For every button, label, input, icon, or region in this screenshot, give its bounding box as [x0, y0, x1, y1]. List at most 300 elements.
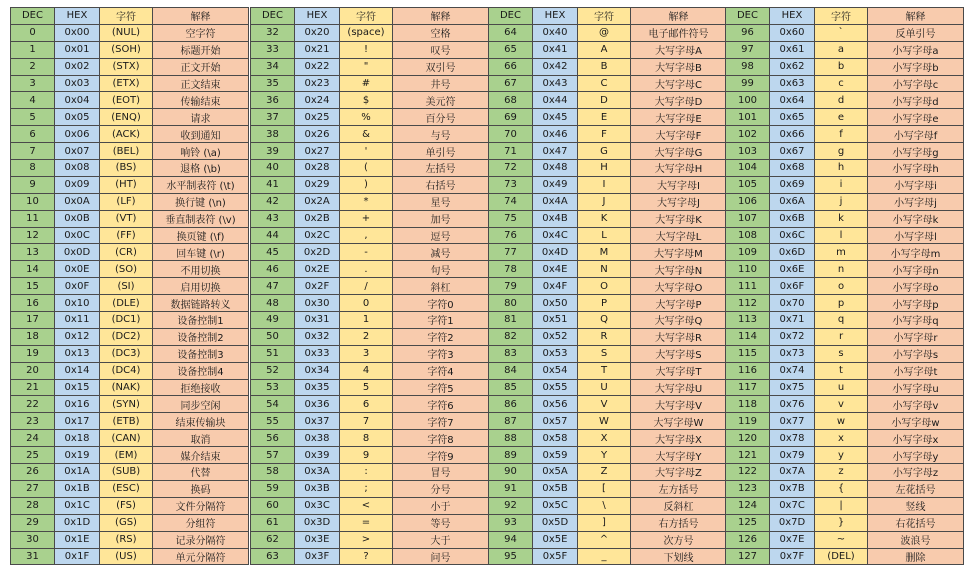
char-cell: p — [815, 295, 868, 312]
table-row — [251, 92, 489, 109]
desc-cell: 小写字母h — [868, 160, 964, 177]
hex-cell: 0x3A — [295, 464, 340, 481]
table-row — [11, 447, 249, 464]
char-cell: 8 — [340, 430, 393, 447]
table-row — [11, 497, 249, 514]
char-cell: @ — [578, 24, 631, 41]
dec-cell: 59 — [251, 480, 295, 497]
desc-cell: 逗号 — [393, 227, 489, 244]
hex-cell: 0x1B — [55, 480, 100, 497]
desc-cell: 大写字母H — [631, 160, 727, 177]
table-row — [251, 261, 489, 278]
hex-cell: 0x58 — [533, 430, 578, 447]
char-cell: W — [578, 413, 631, 430]
dec-cell: 80 — [489, 295, 533, 312]
char-cell: L — [578, 227, 631, 244]
header-char: 字符 — [100, 8, 153, 25]
table-row — [251, 193, 489, 210]
dec-cell: 115 — [726, 345, 770, 362]
char-cell: . — [340, 261, 393, 278]
dec-cell: 51 — [251, 345, 295, 362]
table-row — [11, 58, 249, 75]
dec-cell: 40 — [251, 160, 295, 177]
table-row — [489, 193, 727, 210]
dec-cell: 3 — [11, 75, 55, 92]
hex-cell: 0x2C — [295, 227, 340, 244]
dec-cell: 94 — [489, 531, 533, 548]
desc-cell: 小写字母f — [868, 126, 964, 143]
dec-cell: 123 — [726, 480, 770, 497]
char-cell: f — [815, 126, 868, 143]
char-cell: (SI) — [100, 278, 153, 295]
hex-cell: 0x5D — [533, 514, 578, 531]
hex-cell: 0x75 — [770, 379, 815, 396]
table-row — [489, 24, 727, 41]
table-row — [489, 295, 727, 312]
char-cell: T — [578, 362, 631, 379]
table-row — [726, 193, 964, 210]
desc-cell: 减号 — [393, 244, 489, 261]
hex-cell: 0x69 — [770, 176, 815, 193]
char-cell: (ETX) — [100, 75, 153, 92]
char-cell: s — [815, 345, 868, 362]
header-char: 字符 — [578, 8, 631, 25]
char-cell: (GS) — [100, 514, 153, 531]
hex-cell: 0x1F — [55, 548, 100, 565]
desc-cell: 与号 — [393, 126, 489, 143]
dec-cell: 124 — [726, 497, 770, 514]
desc-cell: 大写字母Y — [631, 447, 727, 464]
hex-cell: 0x40 — [533, 24, 578, 41]
hex-cell: 0x62 — [770, 58, 815, 75]
desc-cell: 水平制表符 (\t) — [153, 176, 249, 193]
header-hex: HEX — [55, 8, 100, 25]
char-cell: j — [815, 193, 868, 210]
hex-cell: 0x4E — [533, 261, 578, 278]
hex-cell: 0x0F — [55, 278, 100, 295]
desc-cell: 字符5 — [393, 379, 489, 396]
char-cell: ? — [340, 548, 393, 565]
char-cell: h — [815, 160, 868, 177]
desc-cell: 大写字母S — [631, 345, 727, 362]
table-row — [11, 160, 249, 177]
dec-cell: 104 — [726, 160, 770, 177]
desc-cell: 小写字母m — [868, 244, 964, 261]
table-row — [726, 244, 964, 261]
desc-cell: 小写字母p — [868, 295, 964, 312]
desc-cell: 设备控制1 — [153, 312, 249, 329]
char-cell: E — [578, 109, 631, 126]
desc-cell: 字符7 — [393, 413, 489, 430]
table-row — [489, 362, 727, 379]
table-row — [726, 176, 964, 193]
dec-cell: 39 — [251, 143, 295, 160]
hex-cell: 0x6C — [770, 227, 815, 244]
hex-cell: 0x2E — [295, 261, 340, 278]
desc-cell: 正文开始 — [153, 58, 249, 75]
desc-cell: 美元符 — [393, 92, 489, 109]
header-desc: 解释 — [631, 8, 727, 25]
dec-cell: 116 — [726, 362, 770, 379]
header-char: 字符 — [815, 8, 868, 25]
dec-cell: 29 — [11, 514, 55, 531]
dec-cell: 111 — [726, 278, 770, 295]
header-desc: 解释 — [393, 8, 489, 25]
table-row — [11, 278, 249, 295]
hex-cell: 0x3C — [295, 497, 340, 514]
desc-cell: 大写字母O — [631, 278, 727, 295]
desc-cell: 小写字母t — [868, 362, 964, 379]
hex-cell: 0x14 — [55, 362, 100, 379]
desc-cell: 拒绝接收 — [153, 379, 249, 396]
hex-cell: 0x6B — [770, 210, 815, 227]
header-row — [11, 8, 249, 25]
desc-cell: 大写字母N — [631, 261, 727, 278]
dec-cell: 49 — [251, 312, 295, 329]
table-row — [11, 143, 249, 160]
char-cell: i — [815, 176, 868, 193]
hex-cell: 0x1E — [55, 531, 100, 548]
header-row — [489, 8, 727, 25]
desc-cell: 反单引号 — [868, 24, 964, 41]
dec-cell: 117 — [726, 379, 770, 396]
hex-cell: 0x32 — [295, 328, 340, 345]
dec-cell: 96 — [726, 24, 770, 41]
dec-cell: 98 — [726, 58, 770, 75]
char-cell: | — [815, 497, 868, 514]
table-row — [726, 548, 964, 565]
char-cell: y — [815, 447, 868, 464]
hex-cell: 0x70 — [770, 295, 815, 312]
char-cell: P — [578, 295, 631, 312]
char-cell: } — [815, 514, 868, 531]
hex-cell: 0x6F — [770, 278, 815, 295]
table-row — [726, 497, 964, 514]
dec-cell: 26 — [11, 464, 55, 481]
hex-cell: 0x00 — [55, 24, 100, 41]
table-row — [489, 514, 727, 531]
hex-cell: 0x09 — [55, 176, 100, 193]
desc-cell: 记录分隔符 — [153, 531, 249, 548]
char-cell: ^ — [578, 531, 631, 548]
header-dec: DEC — [489, 8, 533, 25]
char-cell: % — [340, 109, 393, 126]
char-cell: d — [815, 92, 868, 109]
dec-cell: 20 — [11, 362, 55, 379]
table-row — [489, 447, 727, 464]
dec-cell: 31 — [11, 548, 55, 565]
dec-cell: 33 — [251, 41, 295, 58]
table-row — [489, 379, 727, 396]
char-cell: 7 — [340, 413, 393, 430]
table-row — [11, 548, 249, 565]
hex-cell: 0x79 — [770, 447, 815, 464]
desc-cell: 响铃 (\a) — [153, 143, 249, 160]
table-row — [726, 261, 964, 278]
desc-cell: 右方括号 — [631, 514, 727, 531]
dec-cell: 93 — [489, 514, 533, 531]
table-row — [489, 176, 727, 193]
char-cell: (NAK) — [100, 379, 153, 396]
desc-cell: 大于 — [393, 531, 489, 548]
dec-cell: 106 — [726, 193, 770, 210]
table-row — [726, 109, 964, 126]
dec-cell: 101 — [726, 109, 770, 126]
dec-cell: 0 — [11, 24, 55, 41]
table-row — [251, 362, 489, 379]
header-row — [726, 8, 964, 25]
table-row — [11, 295, 249, 312]
char-cell: & — [340, 126, 393, 143]
header-hex: HEX — [533, 8, 578, 25]
desc-cell: 字符8 — [393, 430, 489, 447]
header-hex: HEX — [770, 8, 815, 25]
dec-cell: 125 — [726, 514, 770, 531]
table-row — [489, 413, 727, 430]
hex-cell: 0x03 — [55, 75, 100, 92]
dec-cell: 2 — [11, 58, 55, 75]
char-cell: 2 — [340, 328, 393, 345]
dec-cell: 89 — [489, 447, 533, 464]
hex-cell: 0x5C — [533, 497, 578, 514]
table-row — [489, 497, 727, 514]
dec-cell: 68 — [489, 92, 533, 109]
table-row — [251, 379, 489, 396]
dec-cell: 121 — [726, 447, 770, 464]
dec-cell: 102 — [726, 126, 770, 143]
table-row — [11, 244, 249, 261]
hex-cell: 0x6D — [770, 244, 815, 261]
table-row — [11, 464, 249, 481]
desc-cell: 反斜杠 — [631, 497, 727, 514]
desc-cell: 换页键 (\f) — [153, 227, 249, 244]
hex-cell: 0x39 — [295, 447, 340, 464]
dec-cell: 91 — [489, 480, 533, 497]
desc-cell: 标题开始 — [153, 41, 249, 58]
hex-cell: 0x21 — [295, 41, 340, 58]
table-row — [251, 244, 489, 261]
hex-cell: 0x5B — [533, 480, 578, 497]
hex-cell: 0x3D — [295, 514, 340, 531]
table-row — [489, 278, 727, 295]
char-cell: X — [578, 430, 631, 447]
desc-cell: 双引号 — [393, 58, 489, 75]
dec-cell: 109 — [726, 244, 770, 261]
table-row — [489, 480, 727, 497]
dec-cell: 99 — [726, 75, 770, 92]
char-cell: (NUL) — [100, 24, 153, 41]
table-row — [251, 447, 489, 464]
dec-cell: 110 — [726, 261, 770, 278]
dec-cell: 43 — [251, 210, 295, 227]
char-cell: 6 — [340, 396, 393, 413]
hex-cell: 0x0B — [55, 210, 100, 227]
dec-cell: 62 — [251, 531, 295, 548]
hex-cell: 0x2F — [295, 278, 340, 295]
hex-cell: 0x35 — [295, 379, 340, 396]
desc-cell: 大写字母R — [631, 328, 727, 345]
char-cell: (DC1) — [100, 312, 153, 329]
hex-cell: 0x78 — [770, 430, 815, 447]
desc-cell: 大写字母A — [631, 41, 727, 58]
table-row — [11, 345, 249, 362]
char-cell: c — [815, 75, 868, 92]
dec-cell: 22 — [11, 396, 55, 413]
char-cell: (CR) — [100, 244, 153, 261]
hex-cell: 0x49 — [533, 176, 578, 193]
char-cell: D — [578, 92, 631, 109]
desc-cell: 换行键 (\n) — [153, 193, 249, 210]
hex-cell: 0x13 — [55, 345, 100, 362]
dec-cell: 55 — [251, 413, 295, 430]
table-row — [489, 92, 727, 109]
dec-cell: 95 — [489, 548, 533, 565]
table-row — [726, 447, 964, 464]
hex-cell: 0x1A — [55, 464, 100, 481]
char-cell: Q — [578, 312, 631, 329]
desc-cell: 收到通知 — [153, 126, 249, 143]
dec-cell: 108 — [726, 227, 770, 244]
desc-cell: 百分号 — [393, 109, 489, 126]
desc-cell: 大写字母J — [631, 193, 727, 210]
desc-cell: 垂直制表符 (\v) — [153, 210, 249, 227]
table-row — [489, 312, 727, 329]
hex-cell: 0x42 — [533, 58, 578, 75]
desc-cell: 右括号 — [393, 176, 489, 193]
table-row — [726, 143, 964, 160]
hex-cell: 0x20 — [295, 24, 340, 41]
table-row — [726, 379, 964, 396]
desc-cell: 大写字母D — [631, 92, 727, 109]
desc-cell: 字符9 — [393, 447, 489, 464]
hex-cell: 0x3B — [295, 480, 340, 497]
desc-cell: 小写字母o — [868, 278, 964, 295]
desc-cell: 左方括号 — [631, 480, 727, 497]
table-row — [489, 345, 727, 362]
header-dec: DEC — [726, 8, 770, 25]
table-row — [11, 193, 249, 210]
hex-cell: 0x48 — [533, 160, 578, 177]
char-cell: ) — [340, 176, 393, 193]
table-row — [251, 210, 489, 227]
char-cell: (VT) — [100, 210, 153, 227]
hex-cell: 0x0C — [55, 227, 100, 244]
hex-cell: 0x44 — [533, 92, 578, 109]
dec-cell: 105 — [726, 176, 770, 193]
hex-cell: 0x5F — [533, 548, 578, 565]
char-cell: H — [578, 160, 631, 177]
table-row — [726, 514, 964, 531]
desc-cell: 冒号 — [393, 464, 489, 481]
desc-cell: 大写字母C — [631, 75, 727, 92]
dec-cell: 13 — [11, 244, 55, 261]
hex-cell: 0x01 — [55, 41, 100, 58]
desc-cell: 波浪号 — [868, 531, 964, 548]
hex-cell: 0x55 — [533, 379, 578, 396]
table-row — [251, 312, 489, 329]
table-row — [489, 126, 727, 143]
hex-cell: 0x77 — [770, 413, 815, 430]
table-row — [251, 109, 489, 126]
hex-cell: 0x4B — [533, 210, 578, 227]
hex-cell: 0x5A — [533, 464, 578, 481]
char-cell: V — [578, 396, 631, 413]
desc-cell: 小写字母v — [868, 396, 964, 413]
dec-cell: 7 — [11, 143, 55, 160]
dec-cell: 15 — [11, 278, 55, 295]
table-row — [726, 160, 964, 177]
desc-cell: 文件分隔符 — [153, 497, 249, 514]
desc-cell: 分号 — [393, 480, 489, 497]
char-cell: (DEL) — [815, 548, 868, 565]
desc-cell: 设备控制4 — [153, 362, 249, 379]
char-cell: (FS) — [100, 497, 153, 514]
hex-cell: 0x71 — [770, 312, 815, 329]
dec-cell: 35 — [251, 75, 295, 92]
dec-cell: 44 — [251, 227, 295, 244]
hex-cell: 0x68 — [770, 160, 815, 177]
char-cell: (LF) — [100, 193, 153, 210]
dec-cell: 19 — [11, 345, 55, 362]
char-cell: k — [815, 210, 868, 227]
dec-cell: 64 — [489, 24, 533, 41]
table-row — [251, 126, 489, 143]
dec-cell: 17 — [11, 312, 55, 329]
char-cell: l — [815, 227, 868, 244]
dec-cell: 103 — [726, 143, 770, 160]
char-cell: v — [815, 396, 868, 413]
desc-cell: 大写字母F — [631, 126, 727, 143]
table-row — [11, 227, 249, 244]
dec-cell: 100 — [726, 92, 770, 109]
table-row — [251, 58, 489, 75]
dec-cell: 1 — [11, 41, 55, 58]
dec-cell: 50 — [251, 328, 295, 345]
hex-cell: 0x7D — [770, 514, 815, 531]
char-cell: g — [815, 143, 868, 160]
hex-cell: 0x63 — [770, 75, 815, 92]
dec-cell: 122 — [726, 464, 770, 481]
desc-cell: 小写字母u — [868, 379, 964, 396]
char-cell: R — [578, 328, 631, 345]
char-cell: = — [340, 514, 393, 531]
table-row — [726, 41, 964, 58]
char-cell: (RS) — [100, 531, 153, 548]
dec-cell: 24 — [11, 430, 55, 447]
dec-cell: 54 — [251, 396, 295, 413]
desc-cell: 右花括号 — [868, 514, 964, 531]
char-cell: ] — [578, 514, 631, 531]
table-row — [489, 75, 727, 92]
dec-cell: 47 — [251, 278, 295, 295]
dec-cell: 30 — [11, 531, 55, 548]
char-cell: (ACK) — [100, 126, 153, 143]
table-row — [726, 58, 964, 75]
hex-cell: 0x56 — [533, 396, 578, 413]
dec-cell: 28 — [11, 497, 55, 514]
desc-cell: 启用切换 — [153, 278, 249, 295]
desc-cell: 斜杠 — [393, 278, 489, 295]
desc-cell: 小写字母y — [868, 447, 964, 464]
table-row — [251, 160, 489, 177]
dec-cell: 126 — [726, 531, 770, 548]
dec-cell: 12 — [11, 227, 55, 244]
char-cell: G — [578, 143, 631, 160]
desc-cell: 星号 — [393, 193, 489, 210]
char-cell: ! — [340, 41, 393, 58]
table-row — [726, 413, 964, 430]
dec-cell: 4 — [11, 92, 55, 109]
